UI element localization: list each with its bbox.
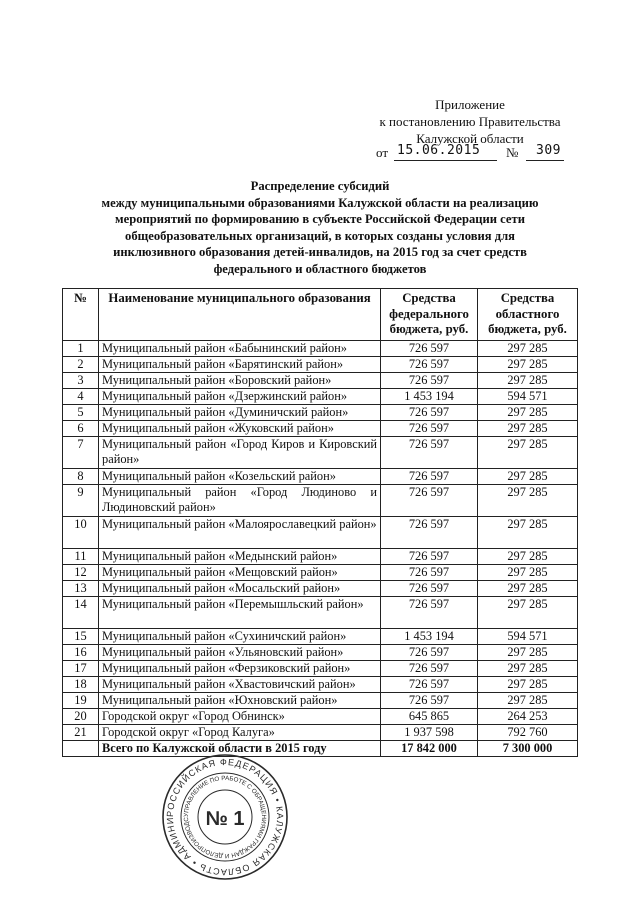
- title-line: федерального и областного бюджетов: [213, 261, 427, 276]
- federal-amount-cell: 645 865: [381, 708, 478, 724]
- federal-amount-cell: 726 597: [381, 436, 478, 468]
- seal-inner-text: УПРАВЛЕНИЕ ПО РАБОТЕ С ОБРАЩЕНИЯМИ ГРАЖДАН И ДЕЛОПРОИЗВОДС: [182, 774, 268, 860]
- seal-ring-text: РОССИЙСКАЯ ФЕДЕРАЦИЯ • КАЛУЖСКАЯ ОБЛАСТЬ • АДМИНИ: [164, 756, 286, 878]
- date-prefix: от: [376, 145, 389, 160]
- regional-amount-cell: 297 285: [478, 548, 578, 564]
- federal-amount-cell: 726 597: [381, 692, 478, 708]
- decree-number: 309: [536, 143, 561, 158]
- municipality-name-cell: Муниципальный район «Думиничский район»: [99, 404, 381, 420]
- total-num-cell: [63, 740, 99, 756]
- federal-amount-cell: 726 597: [381, 644, 478, 660]
- table-row: [63, 436, 578, 468]
- annex-region: Калужской области: [416, 131, 524, 146]
- table-row: [63, 340, 578, 356]
- annex-title: Приложение: [435, 97, 505, 112]
- table-row: [63, 676, 578, 692]
- decree-date-row: [376, 143, 576, 163]
- table-row: [63, 660, 578, 676]
- official-seal: [160, 752, 290, 882]
- regional-amount-cell: 297 285: [478, 420, 578, 436]
- federal-amount-cell: 726 597: [381, 676, 478, 692]
- federal-amount-cell: 726 597: [381, 484, 478, 516]
- municipality-name-cell: Муниципальный район «Барятинский район»: [99, 356, 381, 372]
- title-line: инклюзивного образования детей-инвалидов, на 2015 год за счет средств: [113, 245, 527, 259]
- table-row: [63, 516, 578, 548]
- row-number-cell: 9: [63, 484, 99, 516]
- row-number-cell: 17: [63, 660, 99, 676]
- federal-amount-cell: 726 597: [381, 596, 478, 628]
- title-line: общеобразовательных организаций, в которых созданы условия для: [125, 228, 515, 243]
- municipality-name-cell: Муниципальный район «Мещовский район»: [99, 564, 381, 580]
- table-row: [63, 404, 578, 420]
- municipality-name-cell: Муниципальный район «Бабынинский район»: [99, 340, 381, 356]
- table-row: [63, 468, 578, 484]
- table-row: [63, 564, 578, 580]
- header-num: №: [63, 289, 99, 341]
- row-number-cell: 21: [63, 724, 99, 740]
- federal-amount-cell: 726 597: [381, 564, 478, 580]
- municipality-name-cell: Муниципальный район «Дзержинский район»: [99, 388, 381, 404]
- row-number-cell: 18: [63, 676, 99, 692]
- regional-amount-cell: 297 285: [478, 580, 578, 596]
- table-row: [63, 724, 578, 740]
- table-row: [63, 372, 578, 388]
- municipality-name-cell: Муниципальный район «Жуковский район»: [99, 420, 381, 436]
- regional-amount-cell: 297 285: [478, 404, 578, 420]
- municipality-name-cell: Муниципальный район «Ферзиковский район»: [99, 660, 381, 676]
- row-number-cell: 12: [63, 564, 99, 580]
- row-number-cell: 2: [63, 356, 99, 372]
- regional-amount-cell: 297 285: [478, 596, 578, 628]
- table-row: [63, 580, 578, 596]
- municipality-name-cell: Муниципальный район «Сухиничский район»: [99, 628, 381, 644]
- row-number-cell: 11: [63, 548, 99, 564]
- table-header-row: [63, 289, 578, 341]
- federal-amount-cell: 1 453 194: [381, 388, 478, 404]
- table-row: [63, 692, 578, 708]
- subsidy-table: [62, 288, 578, 757]
- row-number-cell: 14: [63, 596, 99, 628]
- federal-amount-cell: 1 937 598: [381, 724, 478, 740]
- row-number-cell: 19: [63, 692, 99, 708]
- title-line: мероприятий по формированию в субъекте Российской Федерации сети: [115, 212, 525, 226]
- regional-amount-cell: 297 285: [478, 372, 578, 388]
- seal-graphic: [160, 752, 290, 882]
- federal-amount-cell: 726 597: [381, 420, 478, 436]
- table-body: [63, 340, 578, 740]
- total-regional: 7 300 000: [478, 740, 578, 756]
- table-row: [63, 356, 578, 372]
- municipality-name-cell: Муниципальный район «Юхновский район»: [99, 692, 381, 708]
- row-number-cell: 5: [63, 404, 99, 420]
- regional-amount-cell: 264 253: [478, 708, 578, 724]
- regional-amount-cell: 594 571: [478, 388, 578, 404]
- row-number-cell: 20: [63, 708, 99, 724]
- table-row: [63, 644, 578, 660]
- regional-amount-cell: 297 285: [478, 356, 578, 372]
- row-number-cell: 15: [63, 628, 99, 644]
- row-number-cell: 16: [63, 644, 99, 660]
- federal-amount-cell: 726 597: [381, 468, 478, 484]
- regional-amount-cell: 594 571: [478, 628, 578, 644]
- municipality-name-cell: Муниципальный район «Козельский район»: [99, 468, 381, 484]
- municipality-name-cell: Муниципальный район «Перемышльский район»: [99, 596, 381, 628]
- table-row: [63, 628, 578, 644]
- municipality-name-cell: Муниципальный район «Город Людиново и Людиновский район»: [99, 484, 381, 516]
- municipality-name-cell: Муниципальный район «Медынский район»: [99, 548, 381, 564]
- municipality-name-cell: Муниципальный район «Боровский район»: [99, 372, 381, 388]
- row-number-cell: 6: [63, 420, 99, 436]
- regional-amount-cell: 297 285: [478, 516, 578, 548]
- municipality-name-cell: Муниципальный район «Малоярославецкий район»: [99, 516, 381, 548]
- federal-amount-cell: 726 597: [381, 404, 478, 420]
- municipality-name-cell: Муниципальный район «Мосальский район»: [99, 580, 381, 596]
- federal-amount-cell: 726 597: [381, 548, 478, 564]
- regional-amount-cell: 297 285: [478, 484, 578, 516]
- table-row: [63, 548, 578, 564]
- date-underline: [394, 160, 497, 161]
- annex-block: [370, 96, 570, 147]
- municipality-name-cell: Городской округ «Город Калуга»: [99, 724, 381, 740]
- municipality-name-cell: Муниципальный район «Город Киров и Кировский район»: [99, 436, 381, 468]
- federal-amount-cell: 1 453 194: [381, 628, 478, 644]
- regional-amount-cell: 297 285: [478, 468, 578, 484]
- total-row: [63, 740, 578, 756]
- total-label: Всего по Калужской области в 2015 году: [99, 740, 381, 756]
- title-line: Распределение субсидий: [250, 179, 390, 193]
- table-row: [63, 388, 578, 404]
- title-line: между муниципальными образованиями Калужской области на реализацию: [101, 195, 539, 210]
- row-number-cell: 3: [63, 372, 99, 388]
- regional-amount-cell: 792 760: [478, 724, 578, 740]
- decree-date: 15.06.2015: [397, 143, 481, 158]
- number-prefix: №: [506, 145, 519, 160]
- municipality-name-cell: Муниципальный район «Хвастовичский район»: [99, 676, 381, 692]
- number-underline: [526, 160, 564, 161]
- seal-number: № 1: [205, 808, 245, 830]
- federal-amount-cell: 726 597: [381, 660, 478, 676]
- row-number-cell: 8: [63, 468, 99, 484]
- regional-amount-cell: 297 285: [478, 644, 578, 660]
- regional-amount-cell: 297 285: [478, 564, 578, 580]
- row-number-cell: 4: [63, 388, 99, 404]
- total-federal: 17 842 000: [381, 740, 478, 756]
- annex-reference: к постановлению Правительства: [379, 114, 561, 129]
- federal-amount-cell: 726 597: [381, 580, 478, 596]
- municipality-name-cell: Городской округ «Город Обнинск»: [99, 708, 381, 724]
- regional-amount-cell: 297 285: [478, 660, 578, 676]
- row-number-cell: 1: [63, 340, 99, 356]
- regional-amount-cell: 297 285: [478, 676, 578, 692]
- header-regional: Средства областного бюджета, руб.: [478, 289, 578, 341]
- regional-amount-cell: 297 285: [478, 340, 578, 356]
- row-number-cell: 13: [63, 580, 99, 596]
- federal-amount-cell: 726 597: [381, 516, 478, 548]
- regional-amount-cell: 297 285: [478, 436, 578, 468]
- federal-amount-cell: 726 597: [381, 340, 478, 356]
- municipality-name-cell: Муниципальный район «Ульяновский район»: [99, 644, 381, 660]
- document-title: [60, 178, 580, 277]
- table-row: [63, 420, 578, 436]
- row-number-cell: 7: [63, 436, 99, 468]
- table-row: [63, 596, 578, 628]
- row-number-cell: 10: [63, 516, 99, 548]
- regional-amount-cell: 297 285: [478, 692, 578, 708]
- table-row: [63, 484, 578, 516]
- table-row: [63, 708, 578, 724]
- federal-amount-cell: 726 597: [381, 356, 478, 372]
- header-name: Наименование муниципального образования: [99, 289, 381, 341]
- header-federal: Средства федерального бюджета, руб.: [381, 289, 478, 341]
- federal-amount-cell: 726 597: [381, 372, 478, 388]
